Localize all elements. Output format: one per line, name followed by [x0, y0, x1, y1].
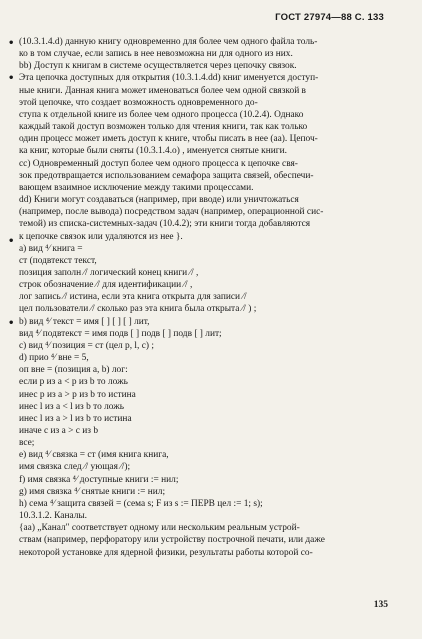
text-line: g) имя связка ⁴⁄ снятые книги := нил;: [19, 486, 166, 497]
text-line: (например, после вывода) посредством задач (например, операционной сис-: [19, 207, 324, 218]
text-line: лог запись ⁄/ истина, если эта книга открыта для записи ⁄/: [19, 292, 247, 303]
text-line: h) сема ⁴⁄ защита связей = (сема s; F из s := ПЕРВ цел := 1; s);: [19, 498, 263, 509]
text-line: строк обозначение ⁄/ для идентификации ⁄/ ,: [19, 280, 193, 291]
text-line: иначе c из a > c из b: [19, 426, 99, 436]
margin-mark-2: •: [8, 73, 15, 84]
text-line: вид ⁴⁄ подвтекст = имя подв [ ] подв [ ] подв [ ] лит;: [19, 328, 222, 339]
body-text: [19, 36, 397, 559]
text-line: все;: [19, 438, 35, 449]
text-line: инес p из a > p из b то истина: [19, 389, 136, 400]
text-line: d) прио ⁴⁄ вне = 5,: [19, 353, 89, 364]
text-line: каждый такой доступ возможен только для чтения книги, так как только: [19, 122, 308, 133]
text-line: c) вид ⁴⁄ позиция = ст (цел p, l, c) ;: [19, 340, 154, 351]
text-line: Эта цепочка доступных для открытия (10.3.1.4.dd) книг именуется доступ-: [19, 73, 319, 84]
margin-mark-4: •: [8, 318, 15, 329]
page-header: ГОСТ 27974—88 С. 133: [275, 12, 384, 23]
text-line: инес l из a < l из b то ложь: [19, 401, 125, 412]
text-line: вающем взаимное исключение между такими процессами.: [19, 182, 254, 193]
text-line: dd) Книги могут создаваться (например, при вводе) или уничтожаться: [19, 195, 299, 206]
text-line: ступа к отдельной книге из более чем одного процесса (10.2.4). Однако: [19, 109, 304, 120]
text-line: (10.3.1.4.d) данную книгу одновременно для более чем одного файла толь-: [19, 37, 318, 47]
text-line: зок предотвращается использованием семафора защита связей, обеспечи-: [19, 170, 314, 181]
text-line: ст (подвтекст текст,: [19, 255, 97, 266]
text-line: имя связка след ⁄/ ующая ⁄/);: [19, 462, 131, 473]
text-line: некоторой установке для ядерной физики, результаты работы которой со-: [19, 547, 313, 558]
text-line: f) имя связка ⁴⁄ доступные книги := нил;: [19, 474, 179, 485]
text-line: если p из a < p из b то ложь: [19, 377, 128, 388]
text-line: инес l из a > l из b то истина: [19, 413, 132, 424]
text-line: 10.3.1.2. Каналы.: [19, 511, 88, 522]
text-line: оп вне = (позиция a, b) лог:: [19, 365, 128, 376]
text-line: bb) Доступ к книгам в системе осуществляется через цепочку связок.: [19, 61, 297, 72]
text-line: b) вид ⁴⁄ текст = имя [ ] [ ] [ ] лит,: [19, 316, 150, 327]
page-number: 135: [373, 600, 388, 610]
text-line: темой) из списка-системных-задач (10.4.2); эти книги тогда добавляются: [19, 219, 311, 230]
text-line: к цепочке связок или удаляются из нее }.: [19, 231, 183, 242]
text-line: a) вид ⁴⁄ книга =: [19, 243, 83, 254]
text-line: позиция заполн ⁄/ логический конец книги ⁄/ ,: [19, 267, 199, 278]
text-line: ные книги. Данная книга может именоваться более чем одной связкой в: [19, 85, 306, 96]
text-line: {aa) „Канал" соответствует одному или нескольким реальным устрой-: [19, 523, 300, 534]
text-line: этой цепочке, что создает возможность одновременного до-: [19, 97, 258, 108]
text-line: ствам (например, перфоратору или устройству построчной печати, или даже: [19, 535, 325, 546]
text-line: один процесс может иметь доступ к книге, чтобы писать в нее (aa). Цепоч-: [19, 134, 318, 145]
text-line: ко в том случае, если запись в нее невозможна ни для одного из них.: [19, 49, 293, 60]
margin-mark-1: •: [8, 38, 15, 49]
text-line: цел пользователи ⁄/ сколько раз эта книга была открыта ⁄/ ) ;: [19, 304, 257, 315]
text-line: e) вид ⁴⁄ связка = ст (имя книга книга,: [19, 450, 169, 461]
text-line: cc) Одновременный доступ более чем одного процесса к цепочке свя-: [19, 158, 298, 169]
text-line: ка книг, которые были сняты (10.3.1.4.o) , именуется снятые книги.: [19, 146, 287, 157]
margin-mark-3: •: [8, 236, 15, 247]
